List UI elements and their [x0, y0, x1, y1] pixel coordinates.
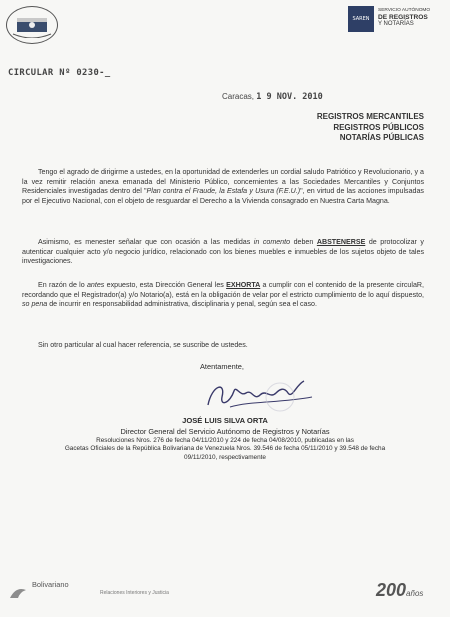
anniversary-logo: [376, 580, 423, 601]
footer-ministry: Relaciones Interiores y Justicia: [100, 590, 169, 596]
signer-name: JOSÉ LUIS SILVA ORTA: [182, 416, 268, 425]
signer-resolutions: Resoluciones Nros. 276 de fecha 04/11/2010 y 224 de fecha 04/08/2010, publicadas en las Gacetas Oficiales de la República Bolivariana de Venezuela Nros. 39.546 de fecha 05/11/2010 y 39.548 de fecha 09/11/2010, respectivamente: [64, 437, 386, 461]
government-footer-logo: [8, 580, 188, 606]
document-date: Caracas, 1 9 NOV. 2010: [222, 92, 323, 102]
government-emblem-icon: [8, 586, 28, 600]
circular-number: CIRCULAR Nº 0230-_: [8, 68, 111, 78]
closing: Atentamente,: [200, 362, 244, 371]
paragraph-2: Asimismo, es menester señalar que con ocasión a las medidas in comento deben ABSTENERSE de protocolizar y autenticar cualquier acto y/o negocio jurídico, relacionado con los bienes muebles e inmuebles de los sujetos objeto de tales investigaciones.: [22, 238, 424, 266]
anniversary-word: años: [406, 589, 424, 598]
recipients: [317, 112, 424, 144]
coat-of-arms-seal: [6, 6, 58, 44]
recipient-line: REGISTROS PÚBLICOS: [333, 122, 424, 132]
saren-mark: SAREN: [348, 6, 374, 32]
signer-title: Director General del Servicio Autónomo de Registros y Notarías: [120, 427, 330, 436]
date-stamp: 1 9 NOV. 2010: [256, 92, 323, 102]
saren-name: SERVICIO AUTÓNOMO DE REGISTROS Y NOTARÍAS: [378, 8, 431, 28]
paragraph-4: Sin otro particular al cual hacer referencia, se suscribe de ustedes.: [38, 341, 248, 349]
paragraph-1: Tengo el agrado de dirigirme a ustedes, en la oportunidad de extenderles un cordial saludo Patriótico y Revolucionario, y a la vez remitir relación anexa emanada del Ministerio Público, concernientes a las Sociedades Mercantiles y Conjuntos Residenciales investigadas dentro del "Plan contra el Fraude, la Estafa y Usura (F.E.U.)", en virtud de las acciones impulsadas por el Ejecutivo Nacional, con el objeto de resguardar el Derecho a la Vivienda consagrado en Nuestra Carta Magna.: [22, 168, 424, 205]
anniversary-number: 200: [376, 580, 407, 600]
recipient-line: NOTARÍAS PÚBLICAS: [339, 133, 424, 142]
footer-bolivariano: Bolivariano: [32, 580, 69, 589]
saren-logo: [348, 6, 446, 44]
recipient-line: REGISTROS MERCANTILES: [316, 112, 424, 121]
handwritten-signature: [200, 367, 320, 417]
paragraph-3: En razón de lo antes expuesto, esta Dirección General les EXHORTA a cumplir con el contenido de la presente circulaR, recordando que el Registrador(a) y/o Notario(a), está en la obligación de velar por el estricto cumplimiento de lo aquí dispuesto, so pena de incurrir en responsabilidad administrativa, disciplinaria y penal, según sea el caso.: [22, 281, 424, 309]
